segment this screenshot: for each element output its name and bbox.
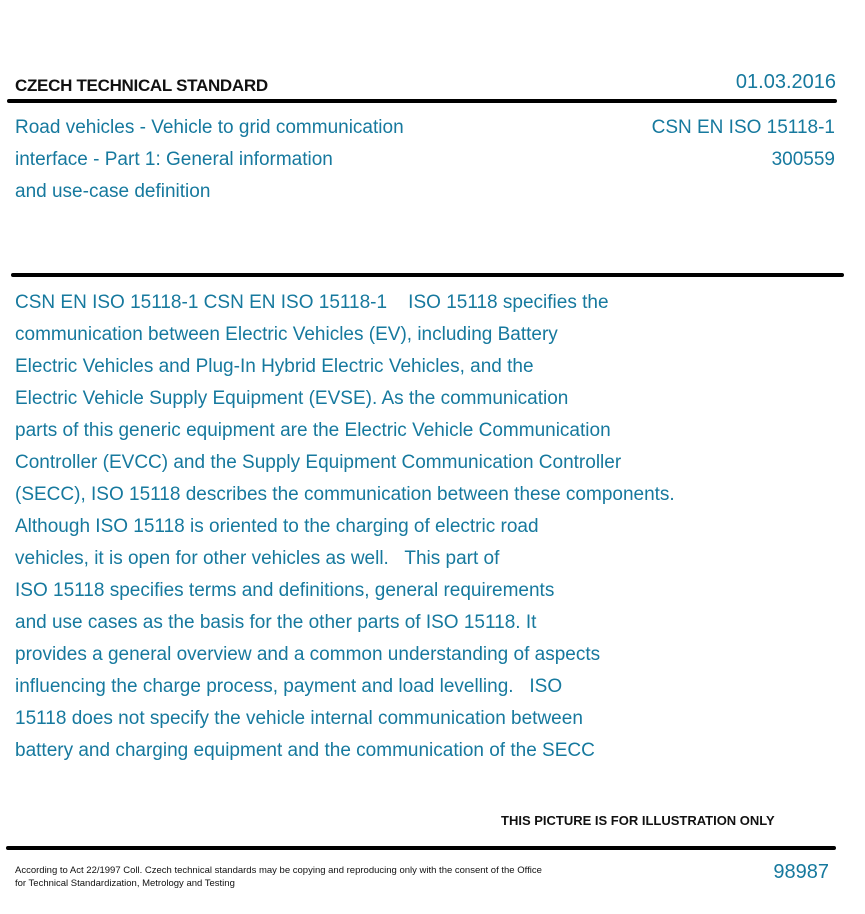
header-divider bbox=[7, 99, 837, 103]
abstract-line: parts of this generic equipment are the Electric Vehicle Communication bbox=[15, 420, 611, 441]
abstract-line: Controller (EVCC) and the Supply Equipment Communication Controller bbox=[15, 452, 622, 473]
catalog-number: 300559 bbox=[771, 149, 835, 170]
publication-date: 01.03.2016 bbox=[735, 71, 836, 93]
legal-notice bbox=[15, 864, 542, 890]
abstract-line: CSN EN ISO 15118-1 CSN EN ISO 15118-1 ISO 15118 specifies the bbox=[15, 292, 609, 313]
abstract-line: ISO 15118 specifies terms and definitions, general requirements bbox=[15, 580, 555, 601]
abstract-line: 15118 does not specify the vehicle internal communication between bbox=[15, 708, 583, 729]
title-line: interface - Part 1: General information bbox=[15, 149, 333, 170]
abstract-line: Electric Vehicle Supply Equipment (EVSE). As the communication bbox=[15, 388, 569, 409]
abstract-line: vehicles, it is open for other vehicles as well. This part of bbox=[15, 548, 500, 569]
title-divider bbox=[11, 273, 844, 277]
abstract-line: Although ISO 15118 is oriented to the charging of electric road bbox=[15, 516, 539, 537]
abstract-line: influencing the charge process, payment and load levelling. ISO bbox=[15, 676, 563, 697]
abstract-line: (SECC), ISO 15118 describes the communication between these components. bbox=[15, 484, 675, 505]
abstract-line: Electric Vehicles and Plug-In Hybrid Electric Vehicles, and the bbox=[15, 356, 534, 377]
abstract-line: battery and charging equipment and the communication of the SECC bbox=[15, 740, 595, 761]
abstract-line: and use cases as the basis for the other parts of ISO 15118. It bbox=[15, 612, 537, 633]
legal-line: According to Act 22/1997 Coll. Czech technical standards may be copying and reproducing only with the consent of the Office bbox=[15, 865, 542, 876]
illustration-note: THIS PICTURE IS FOR ILLUSTRATION ONLY bbox=[501, 813, 775, 828]
title-line: Road vehicles - Vehicle to grid communication bbox=[15, 117, 404, 138]
legal-line: for Technical Standardization, Metrology and Testing bbox=[15, 878, 235, 889]
abstract-line: provides a general overview and a common understanding of aspects bbox=[15, 644, 601, 665]
title-line: and use-case definition bbox=[15, 181, 211, 202]
document-number: 98987 bbox=[773, 861, 829, 883]
standard-type-label: CZECH TECHNICAL STANDARD bbox=[15, 76, 268, 95]
abstract-line: communication between Electric Vehicles (EV), including Battery bbox=[15, 324, 558, 345]
footer-divider bbox=[6, 846, 836, 850]
standard-code: CSN EN ISO 15118-1 bbox=[651, 117, 835, 138]
